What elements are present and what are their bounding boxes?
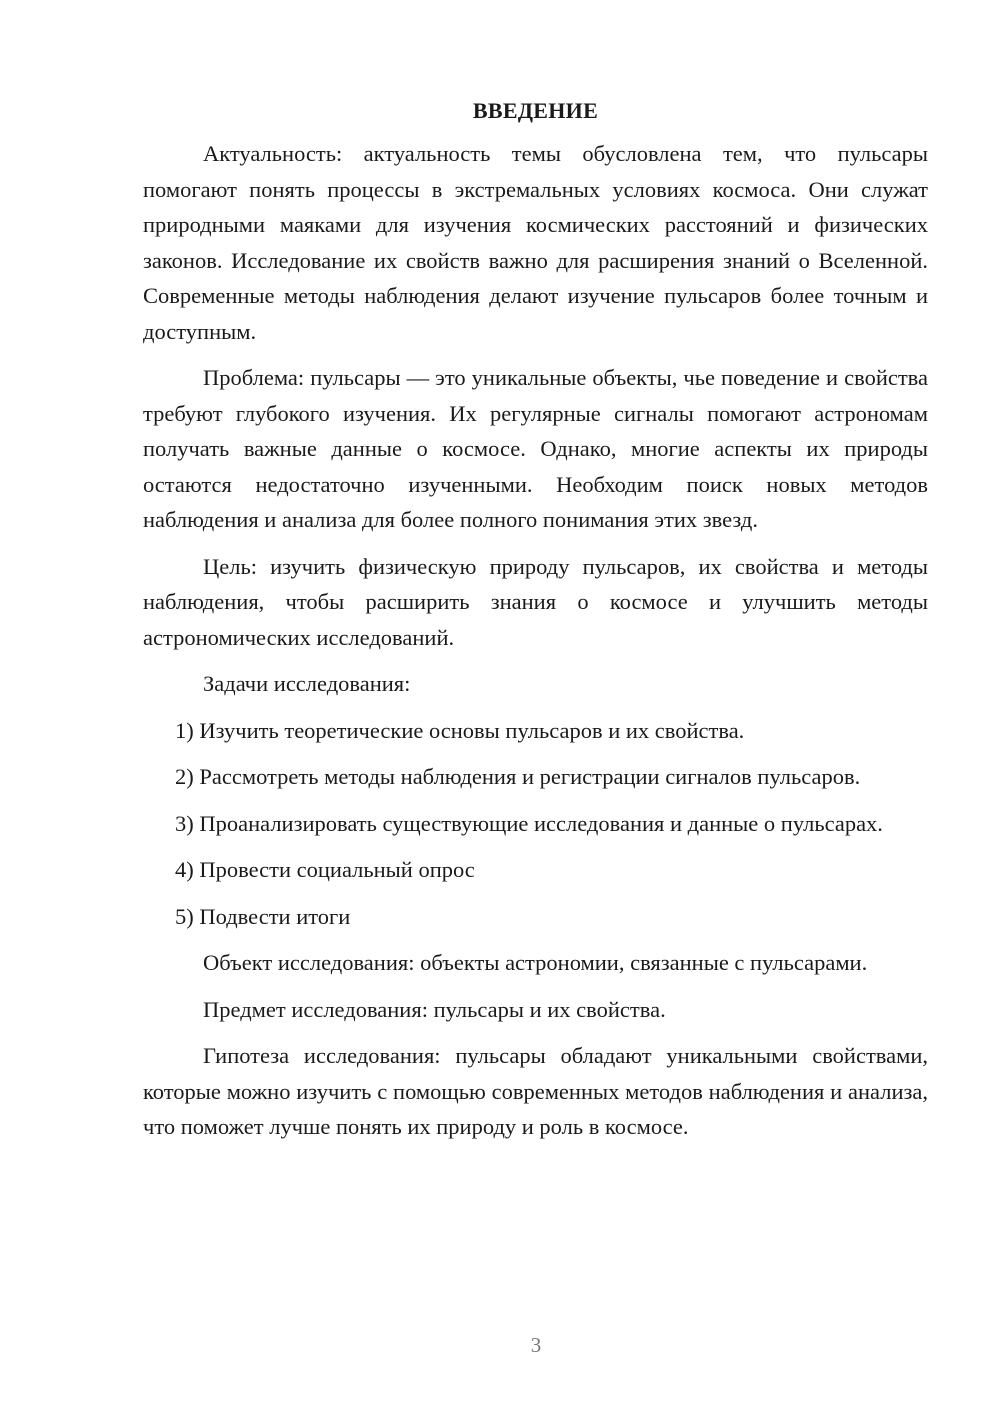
task-item-4: 4) Провести социальный опрос — [175, 857, 475, 882]
page-number: 3 — [530, 1333, 542, 1357]
task-item-2: 2) Рассмотреть методы наблюдения и регистрации сигналов пульсаров. — [175, 764, 861, 789]
paragraph-relevance: Актуальность: актуальность темы обусловлена тем, что пульсары помогают понять процессы в экстремальных условиях космоса. Они служат природными маяками для изучения космических расстояний и физических законов. Исследование их свойств важно для расширения знаний о Вселенной. Современные методы наблюдения делают изучение пульсаров более точным и доступным. — [143, 141, 928, 344]
paragraph-object: Объект исследования: объекты астрономии, связанные с пульсарами. — [203, 950, 868, 975]
paragraph-problem: Проблема: пульсары — это уникальные объекты, чье поведение и свойства требуют глубокого изучения. Их регулярные сигналы помогают астрономам получать важные данные о космосе. Однако, многие аспекты их природы остаются недостаточно изученными. Необходим поиск новых методов наблюдения и анализа для более полного понимания этих звезд. — [143, 365, 928, 532]
section-title: ВВЕДЕНИЕ — [472, 98, 599, 123]
tasks-heading: Задачи исследования: — [203, 671, 411, 696]
document-body — [143, 96, 928, 1145]
paragraph-goal: Цель: изучить физическую природу пульсаров, их свойства и методы наблюдения, чтобы расширить знания о космосе и улучшить методы астрономических исследований. — [143, 553, 928, 650]
paragraph-subject: Предмет исследования: пульсары и их свойства. — [203, 996, 666, 1022]
task-item-1: 1) Изучить теоретические основы пульсаров и их свойства. — [175, 717, 745, 743]
task-item-3: 3) Проанализировать существующие исследования и данные о пульсарах. — [175, 810, 883, 836]
paragraph-hypothesis: Гипотеза исследования: пульсары обладают уникальными свойствами, которые можно изучить с помощью современных методов наблюдения и анализа, что поможет лучше понять их природу и роль в космосе. — [143, 1043, 928, 1139]
task-item-5: 5) Подвести итоги — [175, 903, 351, 929]
